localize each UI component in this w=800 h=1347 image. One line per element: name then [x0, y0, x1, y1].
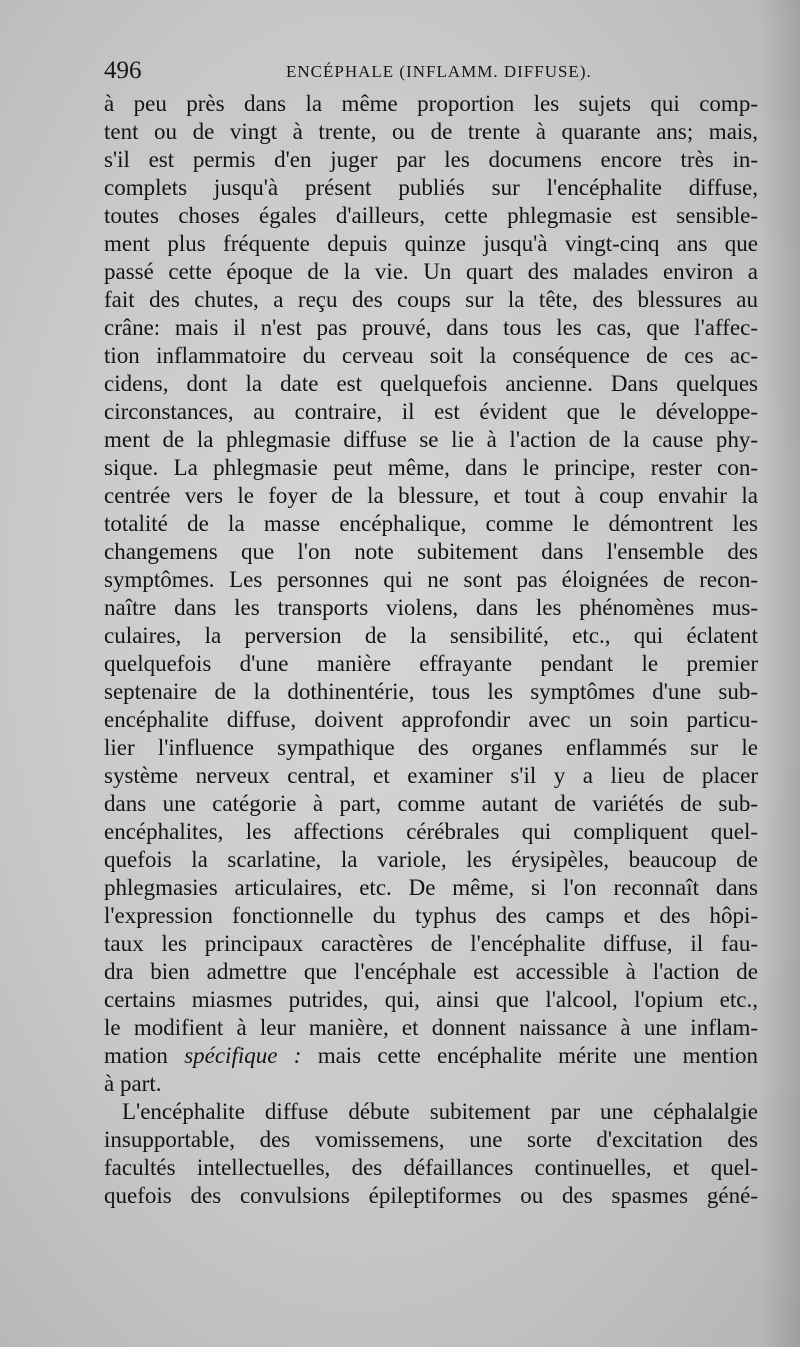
- text-line: à peu près dans la même proportion les sujets qui comp-: [104, 91, 758, 116]
- text-line: quelquefois d'une manière effrayante pendant le premier: [104, 651, 758, 676]
- text-line: phlegmasies articulaires, etc. De même, si l'on reconnaît dans: [104, 875, 758, 900]
- text-line: totalité de la masse encéphalique, comme le démontrent les: [104, 511, 758, 536]
- paragraph-start-line: L'encéphalite diffuse débute subitement par une céphalalgie: [122, 1099, 758, 1124]
- body-text: [104, 90, 758, 1210]
- text-line: tion inflammatoire du cerveau soit la conséquence de ces ac-: [104, 343, 758, 368]
- text-line: quefois la scarlatine, la variole, les érysipèles, beaucoup de: [104, 847, 758, 872]
- text-segment: mais cette encéphalite mérite une mention: [317, 1043, 759, 1068]
- page-header: [104, 56, 758, 90]
- text-line: sique. La phlegmasie peut même, dans le principe, rester con-: [104, 455, 758, 480]
- text-line: fait des chutes, a reçu des coups sur la tête, des blessures au: [104, 287, 758, 312]
- text-line: culaires, la perversion de la sensibilité, etc., qui éclatent: [104, 623, 758, 648]
- text-line-with-emphasis: [104, 1042, 758, 1070]
- text-line: système nerveux central, et examiner s'il y a lieu de placer: [104, 763, 758, 788]
- text-line: insupportable, des vomissemens, une sorte d'excitation des: [104, 1127, 758, 1152]
- text-line: changemens que l'on note subitement dans l'ensemble des: [104, 539, 758, 564]
- text-line: tent ou de vingt à trente, ou de trente à quarante ans; mais,: [104, 119, 758, 144]
- text-line: quefois des convulsions épileptiformes ou des spasmes géné-: [104, 1183, 758, 1208]
- text-line: certains miasmes putrides, qui, ainsi que l'alcool, l'opium etc.,: [104, 987, 758, 1012]
- text-line: crâne: mais il n'est pas prouvé, dans tous les cas, que l'affec-: [104, 315, 758, 340]
- page-gutter-shadow: [760, 0, 800, 1347]
- text-line: centrée vers le foyer de la blessure, et tout à coup envahir la: [104, 483, 758, 508]
- text-line: ment de la phlegmasie diffuse se lie à l'action de la cause phy-: [104, 427, 758, 452]
- text-line: circonstances, au contraire, il est évident que le développe-: [104, 399, 758, 424]
- text-line: cidens, dont la date est quelquefois ancienne. Dans quelques: [104, 371, 758, 396]
- text-line: dans une catégorie à part, comme autant de variétés de sub-: [104, 791, 758, 816]
- text-line: ment plus fréquente depuis quinze jusqu'à vingt-cinq ans que: [104, 231, 758, 256]
- text-line: facultés intellectuelles, des défaillances continuelles, et quel-: [104, 1155, 758, 1180]
- page-number: 496: [104, 57, 142, 84]
- text-segment: mation: [104, 1043, 168, 1068]
- text-line: toutes choses égales d'ailleurs, cette phlegmasie est sensible-: [104, 203, 758, 228]
- italic-emphasis: spécifique :: [184, 1043, 302, 1068]
- paragraph-end-line: à part.: [104, 1071, 162, 1096]
- text-line: naître dans les transports violens, dans les phénomènes mus-: [104, 595, 758, 620]
- text-line: complets jusqu'à présent publiés sur l'encéphalite diffuse,: [104, 175, 758, 200]
- text-line: passé cette époque de la vie. Un quart des malades environ a: [104, 259, 758, 284]
- text-line: taux les principaux caractères de l'encéphalite diffuse, il fau-: [104, 931, 758, 956]
- text-line: dra bien admettre que l'encéphale est accessible à l'action de: [104, 959, 758, 984]
- running-title: ENCÉPHALE (INFLAMM. DIFFUSE).: [286, 62, 592, 81]
- text-line: symptômes. Les personnes qui ne sont pas éloignées de recon-: [104, 567, 758, 592]
- text-line: s'il est permis d'en juger par les documens encore très in-: [104, 147, 758, 172]
- text-line: encéphalites, les affections cérébrales qui compliquent quel-: [104, 819, 758, 844]
- text-line: l'expression fonctionnelle du typhus des camps et des hôpi-: [104, 903, 758, 928]
- text-line: lier l'influence sympathique des organes enflammés sur le: [104, 735, 758, 760]
- text-line: septenaire de la dothinentérie, tous les symptômes d'une sub-: [104, 679, 758, 704]
- text-line: le modifient à leur manière, et donnent naissance à une inflam-: [104, 1015, 758, 1040]
- text-line: encéphalite diffuse, doivent approfondir avec un soin particu-: [104, 707, 758, 732]
